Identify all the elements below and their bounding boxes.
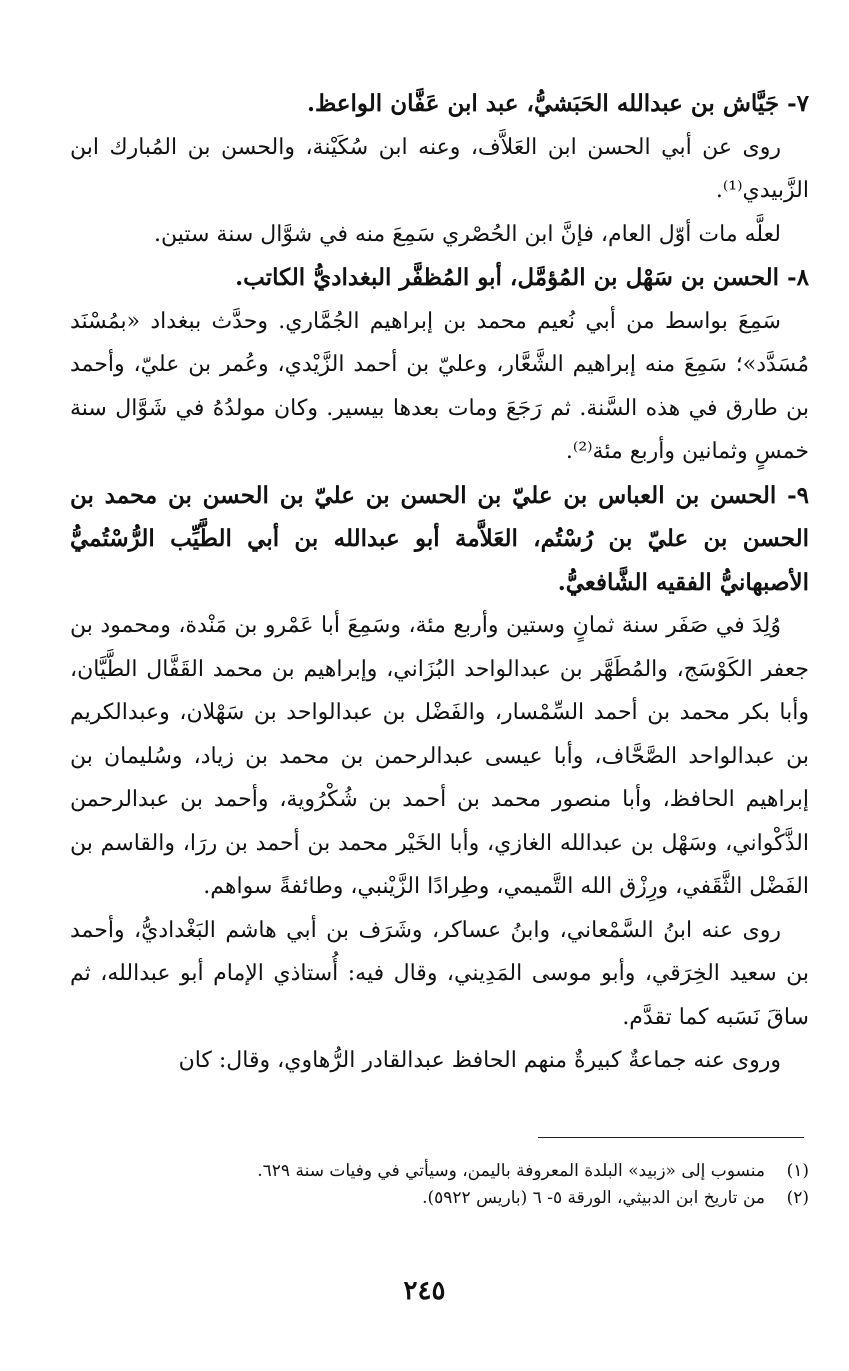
footnote-text: من تاريخ ابن الدبيثي، الورقة ٥- ٦ (باريس ٥٩٢٢). bbox=[422, 1188, 765, 1208]
entry-title: ٧- جَيَّاش بن عبدالله الحَبَشيُّ، عبد ابن عَفَّان الواعظ. bbox=[306, 90, 809, 117]
footnote bbox=[70, 1185, 809, 1212]
entry-paragraph: وروى عنه جماعةٌ كبيرةٌ منهم الحافظ عبدالقادر الرُّهاوي، وقال: كان bbox=[178, 1048, 781, 1073]
footnote bbox=[70, 1158, 809, 1185]
entry-title: ٨- الحسن بن سَهْل بن المُؤمَّل، أبو المُظفَّر البغداديُّ الكاتب. bbox=[235, 264, 809, 291]
footnote-marker: (٢) bbox=[786, 1188, 809, 1208]
footnote-text: منسوب إلى «زبيد» البلدة المعروفة باليمن، وسيأتي في وفيات سنة ٦٢٩. bbox=[257, 1161, 765, 1181]
entry-paragraph: روى عن أبي الحسن ابن العَلاَّف، وعنه ابن سُكَيْنة، والحسن بن المُبارك ابن الزَّبيدي⁽¹⁾. bbox=[70, 134, 809, 203]
footnote-divider bbox=[538, 1137, 804, 1138]
footnote-marker: (١) bbox=[786, 1161, 809, 1181]
entry-paragraph: سَمِعَ بواسط من أبي نُعيم محمد بن إبراهيم الجُمَّاري. وحدَّث ببغداد «بمُسْنَد مُسَدَّد»؛ سَمِعَ منه إبراهيم الشَّعَّار، وعليّ بن أحمد الزَّيْدي، وعُمر بن عليّ، وأحمد بن طارق في هذه السَّنة. ثم رَجَعَ ومات بعدها بيسير. وكان مولدُهُ في شَوَّال سنة خمسٍ وثمانين وأربع مئة⁽²⁾. bbox=[70, 308, 809, 464]
entry-paragraph: وُلِدَ في صَفَر سنة ثمانٍ وستين وأربع مئة، وسَمِعَ أبا عَمْرو بن مَنْدة، ومحمود بن جعفر الكَوْسَج، والمُطَهَّر بن عبدالواحد البُزَاني، وإبراهيم بن محمد القَفَّال الطَّيَّان، وأبا بكر محمد بن أحمد السِّمْسار، والفَضْل بن عبدالواحد بن سَهْلان، وعبدالكريم بن عبدالواحد الصَّحَّاف، وأبا عيسى عبدالرحمن بن محمد بن زياد، وسُليمان بن إبراهيم الحافظ، وأبا منصور محمد بن أحمد بن شُكْرُوية، وأحمد بن عبدالرحمن الذَّكْواني، وسَهْل بن عبدالله الغازي، وأبا الخَيْر محمد بن أحمد بن ررَا، والقاسم بن الفَضْل الثَّقَفي، ورِزْق الله التَّميمي، وطِرادًا الزَّيْنبي، وطائفةً سواهم. bbox=[70, 613, 809, 899]
footnotes bbox=[70, 1158, 809, 1212]
entry-paragraph: لعلَّه مات أوّل العام، فإنَّ ابن الحُصْري سَمِعَ منه في شوَّال سنة ستين. bbox=[153, 221, 781, 247]
main-text bbox=[70, 82, 809, 1083]
page-number: ٢٤٥ bbox=[403, 1276, 446, 1306]
entry-paragraph: روى عنه ابنُ السَّمْعاني، وابنُ عساكر، وشَرَف بن أبي هاشم البَغْداديُّ، وأحمد بن سعيد الخِرَقي، وأبو موسى المَدِيني، وقال فيه: أُستاذي الإمام أبو عبدالله، ثم ساقَ نَسَبه كما تقدَّم. bbox=[70, 917, 809, 1030]
entry-title: ٩- الحسن بن العباس بن عليّ بن الحسن بن عليّ بن الحسن بن محمد بن الحسن بن عليّ بن رُسْتُم، العَلاَّمة أبو عبدالله بن أبي الطَّيِّب الرُّسْتُميُّ الأصبهانيُّ الفقيه الشَّافعيُّ. bbox=[70, 481, 809, 596]
